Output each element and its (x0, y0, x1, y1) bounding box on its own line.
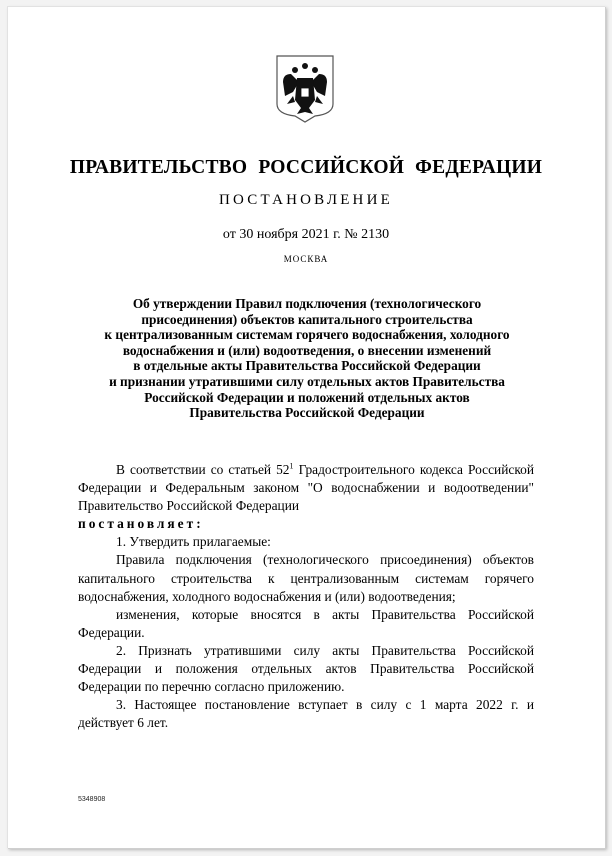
clause-3: 3. Настоящее постановление вступает в силу с 1 марта 2022 г. и действует 6 лет. (78, 697, 534, 731)
coat-of-arms-icon (273, 52, 337, 124)
title-line: в отдельные акты Правительства Российской Федерации (133, 358, 481, 374)
title-line: водоснабжения и (или) водоотведения, о внесении изменений (122, 342, 492, 358)
document-number: 5348908 (78, 796, 106, 803)
article-superscript: 1 (289, 461, 294, 471)
title-line: к централизованным системам горячего водоснабжения, холодного (104, 327, 510, 343)
clause-1-changes: изменения, которые вносятся в акты Правительства Российской Федерации. (78, 606, 534, 640)
document-body (78, 461, 534, 732)
government-name: ПРАВИТЕЛЬСТВО РОССИЙСКОЙ ФЕДЕРАЦИИ (69, 157, 543, 178)
preamble-text: В соответствии со статьей 52 (116, 462, 290, 477)
resolves-word: постановляет: (78, 516, 204, 532)
document-type: ПОСТАНОВЛЕНИЕ (219, 192, 393, 208)
city: МОСКВА (283, 254, 329, 264)
preamble-text-cont: Градостроительного кодекса Российской Федерации и Федеральным законом "О водоснабжении и водоотведении" Правительство Российской Федерации (78, 462, 535, 514)
document-title (82, 296, 532, 421)
title-line: и признании утратившими силу отдельных актов Правительства (109, 373, 505, 389)
clause-1-rules: Правила подключения (технологического присоединения) объектов капитального строительства к централизованным системам горячего водоснабжения, холодного водоснабжения и (или) водоотведения; (78, 552, 534, 604)
date-and-number: от 30 ноября 2021 г. № 2130 (222, 227, 390, 242)
clause-1: 1. Утвердить прилагаемые: (116, 534, 271, 550)
preamble (78, 461, 534, 515)
title-line: Российской Федерации и положений отдельных актов (144, 389, 470, 405)
title-line: Правительства Российской Федерации (189, 405, 425, 421)
title-line: присоединения) объектов капитального строительства (141, 311, 473, 327)
clause-2: 2. Признать утратившими силу акты Правительства Российской Федерации и положения отдельных актов Правительства Российской Федерации по перечню согласно приложению. (78, 642, 534, 695)
title-line: Об утверждении Правил подключения (технологического (132, 296, 482, 311)
